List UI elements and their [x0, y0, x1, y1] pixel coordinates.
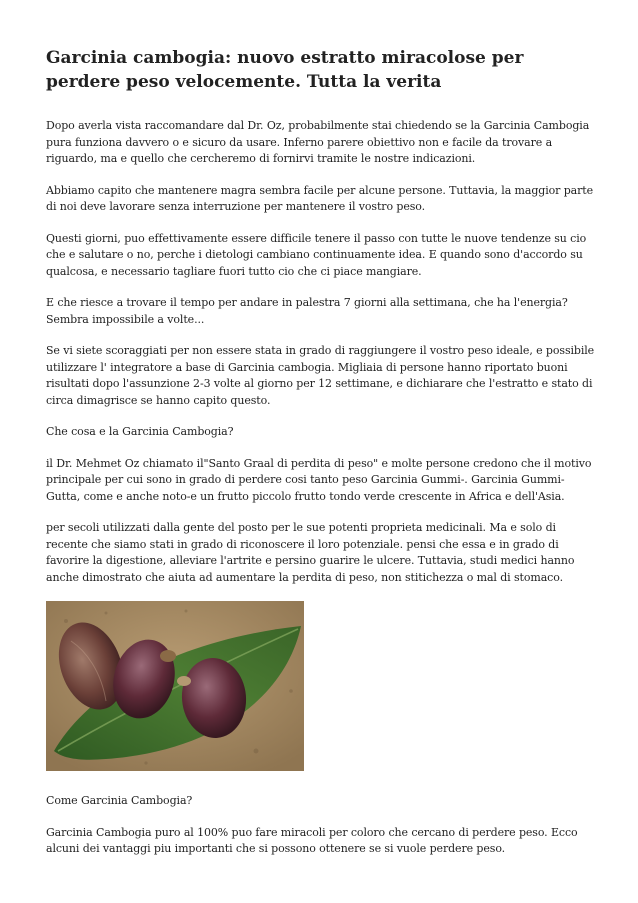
paragraph-2: Abbiamo capito che mantenere magra sembra facile per alcune persone. Tuttavia, la maggior parte di noi deve lavorare senza interruzione per mantenere il vostro peso. [46, 183, 594, 213]
document-page [46, 46, 596, 873]
paragraph-3: Questi giorni, puo effettivamente essere difficile tenere il passo con tutte le nuove tendenze su cio che e salutare o no, perche i dietologi cambiano continuamente idea. E quando sono d'accordo su qualcosa, e necessario tagliare fuori tutto cio che ci piace mangiare. [46, 231, 587, 278]
paragraph-intro: Dopo averla vista raccomandare dal Dr. Oz, probabilmente stai chiedendo se la Garcinia Cambogia pura funziona davvero o e sicuro da usare. Inferno parere obiettivo non e facile da trovare a riguardo, ma e quello che cercheremo di fornirvi tramite le nostre indicazioni. [46, 119, 590, 165]
garcinia-seeds-photo [46, 601, 304, 771]
paragraph-4: E che riesce a trovare il tempo per andare in palestra 7 giorni alla settimana, che ha l'energia? Sembra impossibile a volte... [46, 296, 568, 326]
paragraph-8: per secoli utilizzati dalla gente del posto per le sue potenti proprieta medicinali. Ma e solo di recente che siamo stati in grado di riconoscere il loro potenziale. pensi che essa e in grado di favorire la digestione, alleviare l'artrite e persino guarire le ulcere. Tuttavia, studi medici hanno anche dimostrato che aiuta ad aumentare la perdita di peso, non stitichezza o mal di stomaco. [46, 521, 575, 584]
paragraph-7: il Dr. Mehmet Oz chiamato il"Santo Graal di perdita di peso" e molte persone credono che il motivo principale per cui sono in grado di perdere cosi tanto peso Garcinia Gummi-. Garcinia Gummi-Gutta, come e anche noto-e un frutto piccolo frutto tondo verde crescente in Africa e dell'Asia. [46, 456, 592, 503]
article-title: Garcinia cambogia: nuovo estratto miracolose per perdere peso velocemente. Tutta la verita [46, 48, 524, 92]
section-question-how: Come Garcinia Cambogia? [46, 794, 193, 807]
section-question-what: Che cosa e la Garcinia Cambogia? [46, 425, 234, 438]
paragraph-5: Se vi siete scoraggiati per non essere stata in grado di raggiungere il vostro peso ideale, e possibile utilizzare l' integratore a base di Garcinia cambogia. Migliaia di persone hanno riportato buoni risultati dopo l'assunzione 2-3 volte al giorno per 12 settimane, e dichiarare che l'estratto e stato di circa dimagrisce se hanno capito questo. [46, 344, 595, 407]
paragraph-benefits: Garcinia Cambogia puro al 100% puo fare miracoli per coloro che cercano di perdere peso. Ecco alcuni dei vantaggi piu importanti che si possono ottenere se si vuole perdere peso. [46, 825, 578, 855]
